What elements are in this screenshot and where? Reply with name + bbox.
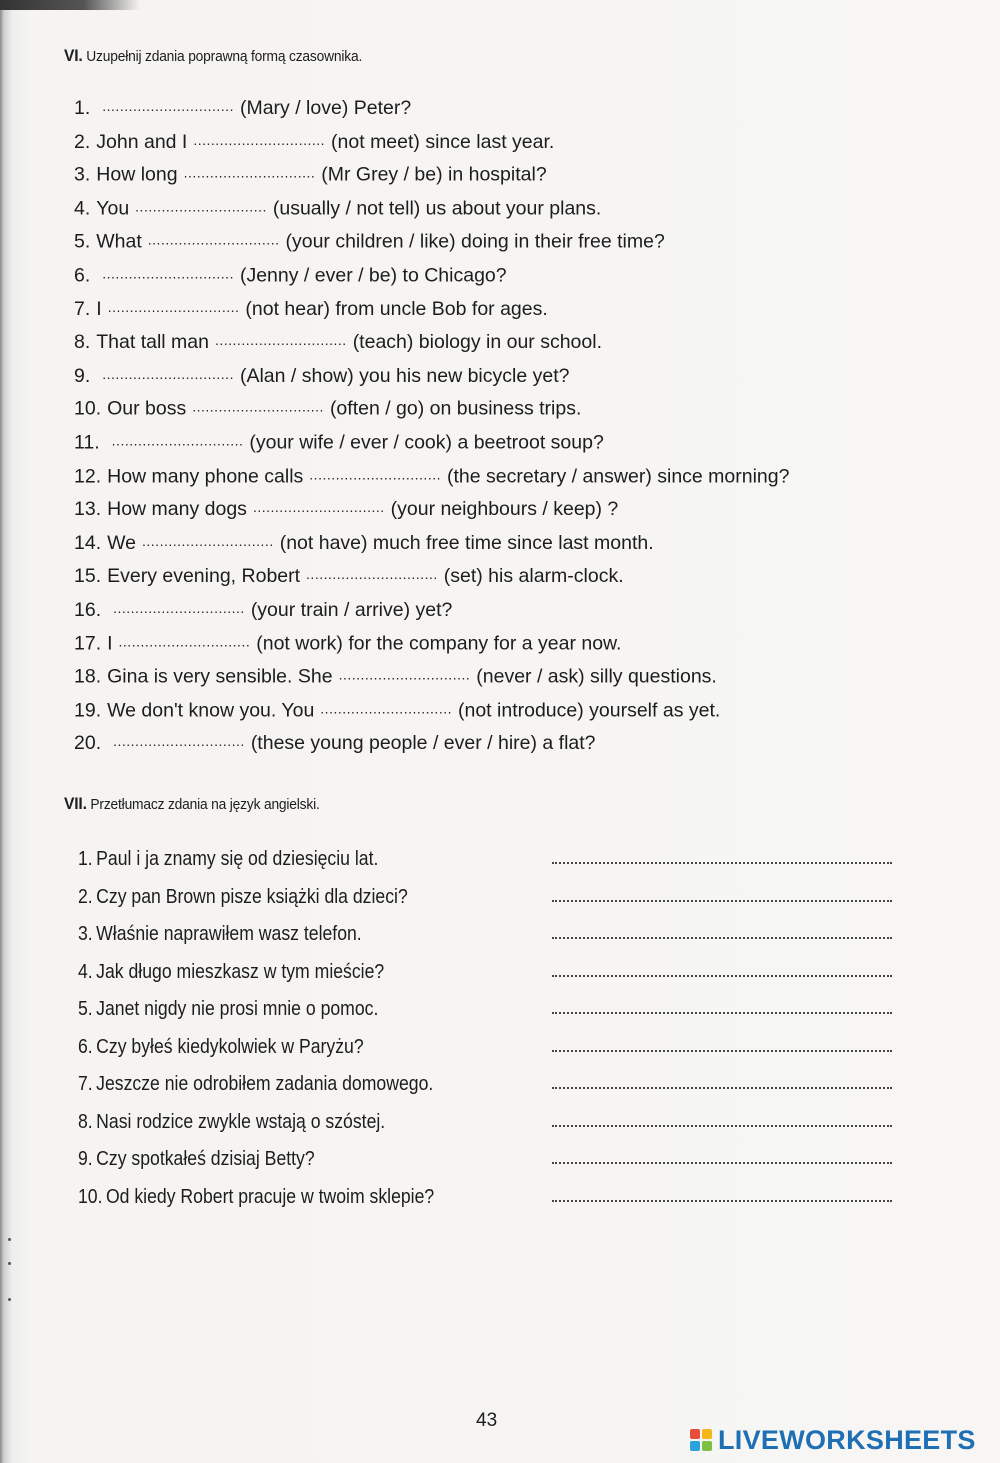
section-7-number: VII. [64, 794, 87, 813]
exercise-7-item [78, 1178, 908, 1216]
logo-square [702, 1429, 712, 1439]
item-prefix-text: How many dogs [107, 498, 247, 521]
exercise-6-item [74, 560, 924, 594]
item-number: 18. [74, 665, 102, 688]
item-number: 9. [78, 1147, 93, 1170]
answer-line[interactable] [552, 975, 892, 977]
item-hint-text: (not have) much free time since last month. [279, 531, 654, 554]
item-number: 3. [78, 922, 93, 945]
item-number: 2. [74, 130, 91, 153]
answer-line[interactable] [552, 1087, 892, 1089]
answer-line[interactable] [552, 937, 892, 939]
exercise-6-item [74, 159, 924, 193]
item-number: 10. [78, 1184, 103, 1208]
answer-line[interactable] [552, 1125, 892, 1127]
exercise-6-list [74, 92, 924, 764]
exercise-6-item [74, 226, 924, 260]
logo-square [702, 1441, 712, 1451]
translation-sentence [78, 840, 482, 878]
item-number: 1. [78, 847, 93, 870]
item-prefix-text: We don't know you. You [107, 698, 315, 721]
exercise-6-item [74, 727, 924, 761]
exercise-7-item [78, 1028, 908, 1066]
answer-line[interactable] [552, 862, 892, 864]
exercise-6-item [74, 694, 924, 728]
answer-gap[interactable]: .............................. [193, 131, 326, 148]
translation-sentence [78, 990, 482, 1028]
item-prefix-text: You [96, 197, 130, 220]
exercise-7-item [78, 990, 908, 1028]
translation-sentence [78, 1178, 482, 1216]
item-number: 7. [78, 1072, 93, 1095]
translation-sentence [78, 1065, 482, 1103]
item-hint-text: (your train / arrive) yet? [250, 598, 453, 621]
answer-gap[interactable]: .............................. [113, 733, 245, 750]
polish-sentence: Janet nigdy nie prosi mnie o pomoc. [96, 997, 379, 1020]
polish-sentence: Czy spotkałeś dzisiaj Betty? [96, 1147, 315, 1170]
item-hint-text: (set) his alarm-clock. [443, 565, 624, 588]
answer-gap[interactable]: .............................. [142, 532, 274, 549]
answer-gap[interactable]: .............................. [320, 699, 452, 716]
exercise-7-item [78, 953, 908, 991]
exercise-6-item [74, 493, 924, 527]
scan-mark [8, 1262, 11, 1265]
exercise-6-item [74, 594, 924, 628]
exercise-6-item [74, 393, 924, 427]
item-number: 2. [78, 884, 93, 908]
answer-gap[interactable]: .............................. [135, 198, 267, 215]
answer-gap[interactable]: .............................. [252, 499, 385, 516]
item-hint-text: (Mr Grey / be) in hospital? [321, 163, 547, 186]
exercise-6-item [74, 460, 924, 494]
item-hint-text: (never / ask) silly questions. [476, 665, 717, 688]
item-number: 19. [74, 698, 102, 721]
answer-gap[interactable]: .............................. [183, 164, 316, 181]
answer-gap[interactable]: .............................. [118, 633, 251, 650]
exercise-7-item [78, 878, 908, 916]
item-number: 6. [78, 1034, 93, 1058]
item-number: 8. [78, 1109, 93, 1133]
logo-square [690, 1429, 700, 1439]
polish-sentence: Nasi rodzice zwykle wstają o szóstej. [96, 1109, 386, 1133]
item-hint-text: (not work) for the company for a year now. [256, 632, 622, 655]
answer-gap[interactable]: .............................. [309, 465, 441, 482]
translation-sentence [78, 1103, 482, 1141]
exercise-7-item [78, 915, 908, 953]
section-7-instruction: Przetłumacz zdania na język angielski. [90, 796, 320, 813]
item-number: 6. [74, 264, 91, 287]
translation-sentence [78, 1028, 482, 1066]
translation-sentence [78, 915, 482, 953]
polish-sentence: Właśnie naprawiłem wasz telefon. [96, 922, 362, 945]
item-prefix-text: Our boss [107, 397, 187, 420]
item-number: 9. [74, 364, 91, 387]
item-hint-text: (Mary / love) Peter? [239, 97, 412, 119]
exercise-6-item [74, 259, 924, 293]
polish-sentence: Czy byłeś kiedykolwiek w Paryżu? [96, 1034, 364, 1058]
item-prefix-text: How many phone calls [107, 464, 304, 487]
item-number: 10. [74, 397, 102, 420]
answer-gap[interactable]: .............................. [107, 298, 240, 315]
scan-edge-bar [0, 0, 140, 10]
section-7-title [64, 794, 320, 814]
answer-gap[interactable]: .............................. [192, 398, 324, 415]
item-hint-text: (these young people / ever / hire) a flat? [250, 732, 596, 755]
translation-sentence [78, 878, 482, 916]
item-number: 8. [74, 331, 91, 354]
item-number: 14. [74, 531, 102, 554]
exercise-7-item [78, 1103, 908, 1141]
item-prefix-text: That tall man [96, 331, 209, 354]
item-number: 13. [74, 498, 102, 521]
item-hint-text: (teach) biology in our school. [352, 331, 602, 354]
item-prefix-text: Gina is very sensible. She [107, 665, 333, 688]
answer-gap[interactable]: .............................. [113, 599, 245, 616]
polish-sentence: Czy pan Brown pisze książki dla dzieci? [96, 884, 408, 908]
item-prefix-text: We [107, 531, 137, 554]
logo-square [690, 1441, 700, 1451]
liveworksheets-logo-icon [690, 1429, 712, 1451]
item-prefix-text: I [96, 297, 102, 320]
item-number: 12. [74, 464, 102, 487]
item-number: 7. [74, 297, 91, 320]
answer-gap[interactable]: .............................. [102, 265, 234, 282]
item-prefix-text: I [107, 632, 113, 655]
answer-gap[interactable]: .............................. [147, 231, 280, 248]
translation-sentence [78, 1140, 482, 1178]
answer-line[interactable] [552, 900, 892, 902]
exercise-6-item [74, 527, 924, 561]
exercise-6-item [74, 92, 924, 126]
exercise-6-item [74, 661, 924, 695]
answer-gap[interactable]: .............................. [102, 365, 234, 382]
polish-sentence: Jeszcze nie odrobiłem zadania domowego. [96, 1072, 434, 1095]
item-number: 11. [74, 431, 100, 454]
item-hint-text: (Alan / show) you his new bicycle yet? [239, 364, 570, 387]
scan-mark [8, 1298, 11, 1301]
exercise-6-item [74, 192, 924, 226]
answer-gap[interactable]: .............................. [306, 566, 438, 583]
page-number: 43 [476, 1410, 498, 1431]
exercise-7-item [78, 840, 908, 878]
answer-line[interactable] [552, 1050, 892, 1052]
item-number: 20. [74, 732, 102, 755]
polish-sentence: Jak długo mieszkasz w tym mieście? [96, 959, 385, 983]
item-hint-text: (usually / not tell) us about your plans. [272, 197, 602, 220]
item-number: 17. [74, 632, 102, 655]
exercise-6-item [74, 293, 924, 327]
item-hint-text: (not hear) from uncle Bob for ages. [245, 297, 548, 320]
answer-gap[interactable]: .............................. [214, 332, 347, 349]
section-6-instruction: Uzupełnij zdania poprawną formą czasownika. [86, 48, 363, 65]
answer-gap[interactable]: .............................. [111, 432, 244, 449]
item-hint-text: (your neighbours / keep) ? [390, 498, 619, 521]
item-number: 15. [74, 565, 102, 588]
answer-line[interactable] [552, 1200, 892, 1202]
item-prefix-text: What [96, 230, 142, 253]
item-number: 16. [74, 598, 102, 621]
item-prefix-text: John and I [96, 130, 188, 153]
exercise-6-item [74, 360, 924, 394]
translation-sentence [78, 953, 482, 991]
answer-gap[interactable]: .............................. [338, 666, 471, 683]
item-hint-text: (the secretary / answer) since morning? [447, 464, 790, 487]
exercise-7-item [78, 1065, 908, 1103]
exercise-6-item [74, 326, 924, 360]
item-hint-text: (not meet) since last year. [331, 130, 555, 153]
answer-line[interactable] [552, 1012, 892, 1014]
section-6-number: VI. [64, 46, 83, 65]
item-number: 1. [74, 97, 91, 119]
answer-line[interactable] [552, 1162, 892, 1164]
answer-gap[interactable]: .............................. [102, 98, 234, 114]
item-hint-text: (your wife / ever / cook) a beetroot soup? [249, 431, 604, 454]
item-number: 5. [78, 997, 93, 1020]
item-number: 4. [78, 959, 93, 983]
exercise-6-item [74, 125, 924, 159]
item-prefix-text: How long [96, 163, 178, 186]
brand-name: LIVEWORKSHEETS [718, 1424, 976, 1455]
exercise-7-list [78, 840, 908, 1215]
exercise-7-item [78, 1140, 908, 1178]
polish-sentence: Od kiedy Robert pracuje w twoim sklepie? [105, 1184, 435, 1208]
brand-footer[interactable] [690, 1426, 976, 1454]
exercise-6-item [74, 426, 924, 460]
item-hint-text: (not introduce) yourself as yet. [458, 698, 721, 721]
exercise-6-item [74, 627, 924, 661]
polish-sentence: Paul i ja znamy się od dziesięciu lat. [96, 847, 379, 870]
item-hint-text: (your children / like) doing in their free time? [285, 230, 665, 253]
item-number: 5. [74, 230, 91, 253]
scan-mark [8, 1238, 11, 1241]
item-prefix-text: Every evening, Robert [107, 565, 301, 588]
section-6-title [64, 46, 362, 66]
item-hint-text: (Jenny / ever / be) to Chicago? [239, 264, 507, 287]
item-number: 3. [74, 163, 91, 186]
item-number: 4. [74, 197, 91, 220]
item-hint-text: (often / go) on business trips. [329, 397, 582, 420]
